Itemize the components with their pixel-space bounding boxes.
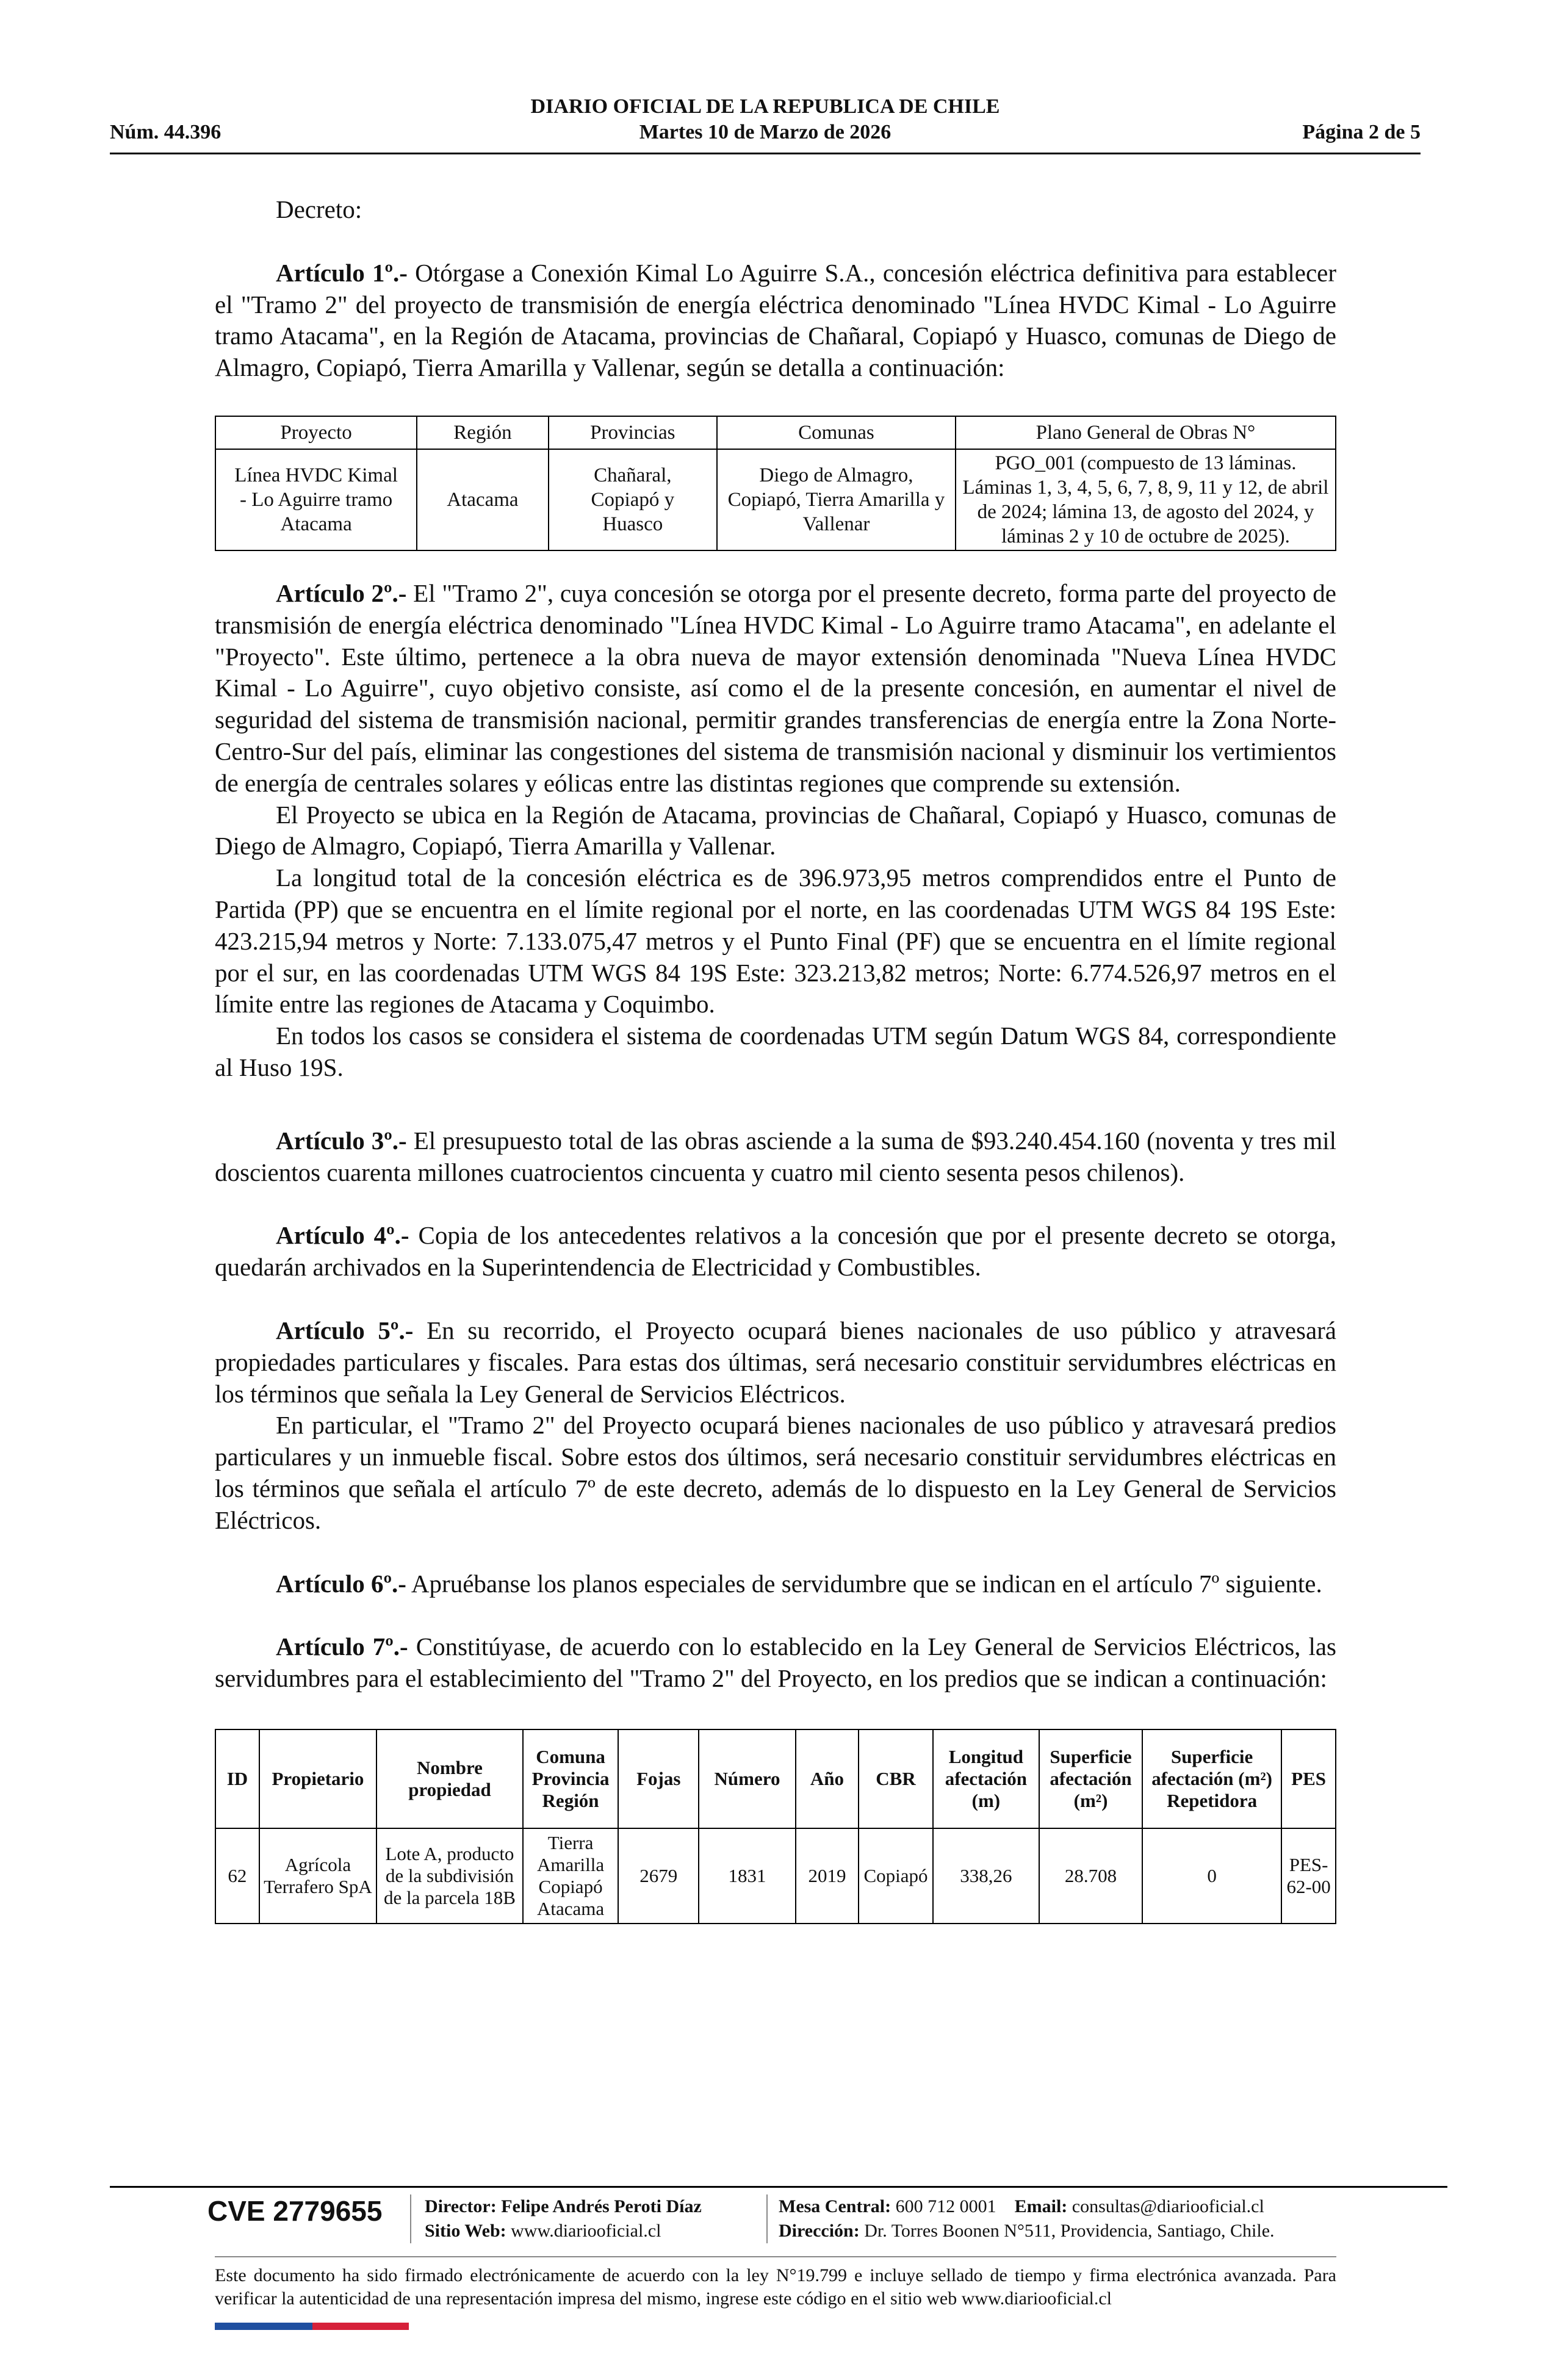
table-header-row	[215, 416, 1336, 449]
site-link[interactable]: www.diariooficial.cl	[511, 2221, 661, 2241]
article-3	[215, 1125, 1336, 1189]
table-cell: 2019	[796, 1828, 859, 1924]
article-1	[215, 258, 1336, 384]
table-header-cell: Longitud afectación (m)	[933, 1729, 1039, 1828]
article-6-text: Apruébanse los planos especiales de servidumbre que se indican en el artículo 7º siguiente.	[406, 1569, 1322, 1598]
article-6	[215, 1568, 1336, 1600]
table-cell: 1831	[699, 1828, 795, 1924]
article-1-text: Otórgase a Conexión Kimal Lo Aguirre S.A., concesión eléctrica definitiva para establecer el "Tramo 2" del proyecto de transmisión de energía eléctrica denominado "Línea HVDC Kimal - Lo Aguirre tramo Atacama", en la Región de Atacama, provincias de Chañaral, Copiapó y Huasco, comunas de Diego de Almagro, Copiapó, Tierra Amarilla y Vallenar, según se detalla a continuación:	[215, 258, 1336, 382]
article-3-text: El presupuesto total de las obras asciende a la suma de $93.240.454.160 (noventa y tres mil doscientos cuarenta millones cuatrocientos cincuenta y cuatro mil ciento sesenta pesos chilenos).	[215, 1126, 1336, 1186]
table-header-row	[215, 1729, 1336, 1828]
article-1-label: Artículo 1º.-	[276, 258, 408, 287]
article-5-paragraph: En particular, el "Tramo 2" del Proyecto ocupará bienes nacionales de uso público y atravesará predios particulares y un inmueble fiscal. Sobre estos dos últimos, será necesario constituir servidumbres eléctricas en los términos que señala el artículo 7º de este decreto, además de lo dispuesto en la Ley General de Servicios Eléctricos.	[215, 1411, 1336, 1534]
table-cell: Línea HVDC Kimal - Lo Aguirre tramo Atacama	[215, 449, 417, 550]
table-cell: PES-62-00	[1281, 1828, 1336, 1924]
article-2-label: Artículo 2º.-	[276, 579, 407, 607]
article-4-label: Artículo 4º.-	[276, 1221, 409, 1250]
table-cell: Diego de Almagro, Copiapó, Tierra Amarilla y Vallenar	[717, 449, 956, 550]
easement-table	[215, 1729, 1336, 1924]
table-cell: Copiapó	[859, 1828, 932, 1924]
email-link[interactable]: consultas@diariooficial.cl	[1072, 2196, 1264, 2216]
table-cell: Atacama	[417, 449, 549, 550]
article-7-label: Artículo 7º.-	[276, 1632, 408, 1661]
footer-contact-block	[779, 2194, 1275, 2243]
table-header-cell: Superficie afectación (m²)	[1039, 1729, 1142, 1828]
table-header-cell: Nombre propiedad	[376, 1729, 523, 1828]
table-header-cell: Comuna Provincia Región	[523, 1729, 618, 1828]
mesa-label: Mesa Central:	[779, 2196, 891, 2216]
site-label: Sitio Web:	[425, 2221, 506, 2241]
article-7	[215, 1631, 1336, 1695]
article-5-label: Artículo 5º.-	[276, 1316, 414, 1344]
page-number: Página 2 de 5	[1302, 121, 1421, 143]
table-header-cell: Fojas	[618, 1729, 699, 1828]
publication-title: DIARIO OFICIAL DE LA REPUBLICA DE CHILE	[530, 95, 1000, 118]
footer-divider	[110, 2186, 1447, 2188]
article-3-label: Artículo 3º.-	[276, 1126, 407, 1155]
table-header-cell: Región	[417, 416, 549, 449]
issue-date: Martes 10 de Marzo de 2026	[639, 121, 891, 143]
table-header-cell: Provincias	[549, 416, 717, 449]
table-cell: 338,26	[933, 1828, 1039, 1924]
cve-code: CVE 2779655	[207, 2195, 383, 2227]
issue-number: Núm. 44.396	[110, 121, 222, 143]
table-cell: PGO_001 (compuesto de 13 láminas. Láminas 1, 3, 4, 5, 6, 7, 8, 9, 11 y 12, de abril de 2024; lámina 13, de agosto del 2024, y láminas 2 y 10 de octubre de 2025).	[956, 449, 1336, 550]
legal-notice: Este documento ha sido firmado electrónicamente de acuerdo con la ley N°19.799 e incluye sellado de tiempo y firma electrónica avanzada. Para verificar la autenticidad de una representación impresa del mismo, ingrese este código en el sitio web www.diariooficial.cl	[215, 2265, 1336, 2309]
article-2-paragraph: En todos los casos se considera el sistema de coordenadas UTM según Datum WGS 84, correspondiente al Huso 19S.	[215, 1022, 1336, 1081]
decreto-label: Decreto:	[276, 195, 362, 223]
footer-director-block	[425, 2194, 702, 2243]
table-header-cell: Superficie afectación (m²) Repetidora	[1142, 1729, 1281, 1828]
table-cell: Lote A, producto de la subdivisión de la parcela 18B	[376, 1828, 523, 1924]
address-label: Dirección:	[779, 2221, 860, 2241]
footer-separator	[410, 2194, 411, 2243]
article-2-paragraph: La longitud total de la concesión eléctrica es de 396.973,95 metros comprendidos entre el Punto de Partida (PP) que se encuentra en el límite regional por el norte, en las coordenadas UTM WGS 84 19S Este: 423.215,94 metros y Norte: 7.133.075,47 metros y el Punto Final (PF) que se encuentra en el límite regional por el sur, en las coordenadas UTM WGS 84 19S Este: 323.213,82 metros; Norte: 6.774.526,97 metros en el límite entre las regiones de Atacama y Coquimbo.	[215, 864, 1336, 1019]
table-header-cell: Plano General de Obras N°	[956, 416, 1336, 449]
table-header-cell: Año	[796, 1729, 859, 1828]
table-cell: 2679	[618, 1828, 699, 1924]
mesa-phone: 600 712 0001	[895, 2196, 996, 2216]
footer-bottom-divider	[215, 2256, 1336, 2257]
table-header-cell: Propietario	[259, 1729, 376, 1828]
director-name: Felipe Andrés Peroti Díaz	[501, 2196, 702, 2216]
article-7-text: Constitúyase, de acuerdo con lo establecido en la Ley General de Servicios Eléctricos, las servidumbres para el establecimiento del "Tramo 2" del Proyecto, en los predios que se indican a continuación:	[215, 1632, 1336, 1693]
table-cell: 62	[215, 1828, 259, 1924]
article-2-text: El "Tramo 2", cuya concesión se otorga por el presente decreto, forma parte del proyecto de transmisión de energía eléctrica denominado "Línea HVDC Kimal - Lo Aguirre tramo Atacama", en adelante el "Proyecto". Este último, pertenece a la obra nueva de mayor extensión denominada "Nueva Línea HVDC Kimal - Lo Aguirre", cuyo objetivo consiste, así como el de la presente concesión, en aumentar el nivel de seguridad del sistema de transmisión nacional, permitir grandes transferencias de energía entre la Zona Norte-Centro-Sur del país, eliminar las congestiones del sistema de transmisión nacional y disminuir los vertimientos de energía de centrales solares y eólicas entre las distintas regiones que comprende su extensión.	[215, 579, 1336, 797]
article-4-text: Copia de los antecedentes relativos a la concesión que por el presente decreto se otorga, quedarán archivados en la Superintendencia de Electricidad y Combustibles.	[215, 1221, 1336, 1282]
article-6-label: Artículo 6º.-	[276, 1569, 406, 1598]
footer-separator	[766, 2194, 768, 2243]
chile-flag-stripe	[215, 2323, 409, 2330]
table-row	[215, 449, 1336, 550]
table-row	[215, 1828, 1336, 1924]
table-cell: Agrícola Terrafero SpA	[259, 1828, 376, 1924]
table-header-cell: PES	[1281, 1729, 1336, 1828]
page-header	[110, 92, 1421, 154]
flag-red-segment	[312, 2323, 409, 2330]
article-5-text: En su recorrido, el Proyecto ocupará bienes nacionales de uso público y atravesará propiedades particulares y fiscales. Para estas dos últimas, será necesario constituir servidumbres eléctricas en los términos que señala la Ley General de Servicios Eléctricos.	[215, 1316, 1336, 1408]
address-text: Dr. Torres Boonen N°511, Providencia, Santiago, Chile.	[864, 2221, 1275, 2241]
table-header-cell: Proyecto	[215, 416, 417, 449]
table-cell: Chañaral, Copiapó y Huasco	[549, 449, 717, 550]
table-cell: 0	[1142, 1828, 1281, 1924]
table-cell: 28.708	[1039, 1828, 1142, 1924]
table-header-cell: Comunas	[717, 416, 956, 449]
table-header-cell: Número	[699, 1729, 795, 1828]
director-label: Director:	[425, 2196, 497, 2216]
concession-table	[215, 416, 1336, 551]
article-2	[215, 578, 1336, 799]
table-header-cell: CBR	[859, 1729, 932, 1828]
table-header-cell: ID	[215, 1729, 259, 1828]
email-label: Email:	[1014, 2196, 1068, 2216]
article-4	[215, 1220, 1336, 1283]
flag-blue-segment	[215, 2323, 312, 2330]
article-5	[215, 1315, 1336, 1410]
article-2-paragraph: El Proyecto se ubica en la Región de Atacama, provincias de Chañaral, Copiapó y Huasco, comunas de Diego de Almagro, Copiapó, Tierra Amarilla y Vallenar.	[215, 800, 1336, 860]
document-body	[215, 194, 1336, 1924]
table-cell: Tierra Amarilla Copiapó Atacama	[523, 1828, 618, 1924]
